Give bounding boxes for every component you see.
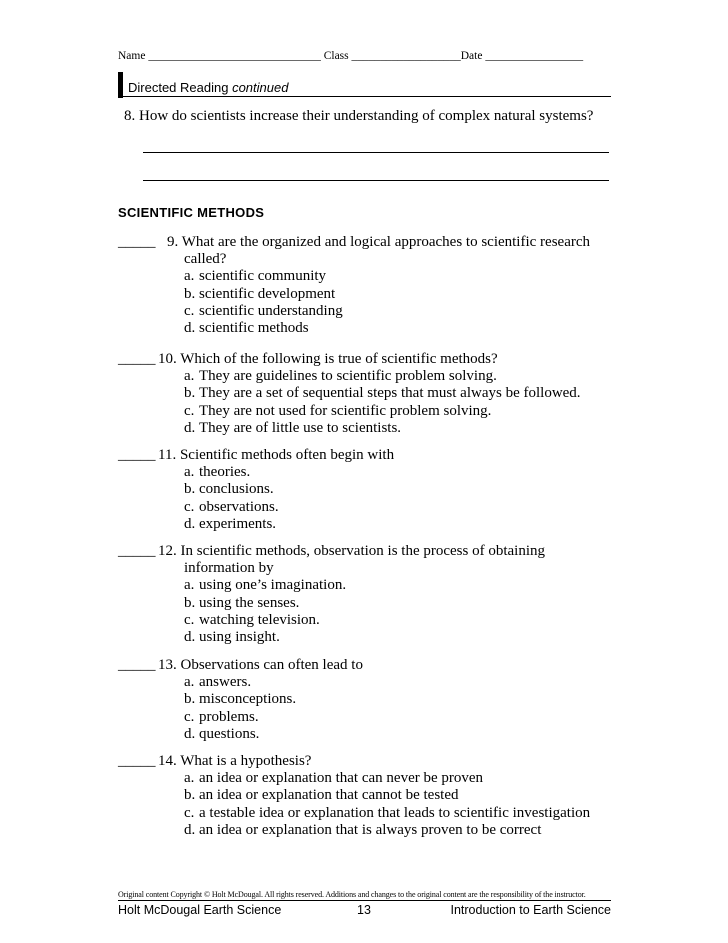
directed-reading-label [128, 80, 288, 95]
answer-option [118, 385, 618, 402]
answer-option [118, 726, 618, 743]
option-letter: a. [184, 770, 195, 787]
answer-option [118, 595, 618, 612]
option-letter: a. [184, 577, 195, 594]
option-letter: b. [184, 481, 196, 498]
answer-option [118, 368, 618, 385]
question-stem: 11. Scientific methods often begin with [158, 447, 395, 463]
option-text: misconceptions. [199, 691, 297, 708]
question-stem-row [118, 234, 618, 251]
question-stem-row [118, 447, 618, 464]
answer-option [118, 709, 618, 726]
option-letter: b. [184, 787, 196, 804]
page-number: 13 [357, 903, 371, 917]
footer-chapter: Introduction to Earth Science [450, 903, 611, 917]
answer-option [118, 303, 618, 320]
option-text: questions. [199, 725, 260, 742]
answer-option [118, 691, 618, 708]
continued-text: continued [232, 80, 289, 95]
answer-option [118, 420, 618, 437]
option-letter: d. [184, 419, 196, 436]
answer-blank[interactable]: _____ [118, 753, 156, 769]
footer-copyright: Original content Copyright © Holt McDougal. All rights reserved. Additions and changes to the original content are the responsibility of the instructor. [118, 890, 586, 899]
option-letter: d. [184, 725, 196, 742]
question-stem: 12. In scientific methods, observation is the process of obtaining [158, 543, 546, 559]
answer-option [118, 629, 618, 646]
option-text: experiments. [199, 515, 277, 532]
option-letter: b. [184, 691, 196, 708]
option-letter: d. [184, 515, 196, 532]
question-stem-row [118, 351, 618, 368]
option-letter: a. [184, 674, 195, 691]
option-text: using one’s imagination. [199, 577, 347, 594]
answer-option [118, 268, 618, 285]
answer-blank[interactable]: _____ [118, 543, 156, 559]
option-letter: c. [184, 498, 195, 515]
option-letter: d. [184, 628, 196, 645]
option-letter: b. [184, 594, 196, 611]
answer-option [118, 674, 618, 691]
answer-option [118, 286, 618, 303]
option-text: They are guidelines to scientific problem solving. [199, 368, 497, 385]
answer-option [118, 516, 618, 533]
option-text: theories. [199, 464, 251, 481]
question-stem-continued-row [118, 251, 618, 268]
option-text: a testable idea or explanation that leads to scientific investigation [199, 804, 591, 821]
option-letter: c. [184, 302, 195, 319]
option-text: They are not used for scientific problem solving. [199, 402, 492, 419]
section-bar-marker [118, 72, 123, 98]
option-text: an idea or explanation that can never be proven [199, 770, 484, 787]
answer-blank[interactable]: _____ [118, 234, 156, 250]
option-text: an idea or explanation that is always proven to be correct [199, 821, 542, 838]
answer-option [118, 577, 618, 594]
option-text: scientific development [199, 285, 336, 302]
option-text: answers. [199, 674, 252, 691]
question-stem: 14. What is a hypothesis? [158, 753, 312, 769]
option-letter: d. [184, 821, 196, 838]
footer-rule [118, 900, 611, 901]
question-14 [118, 753, 618, 839]
header-rule [123, 96, 611, 97]
question-stem-continued: information by [184, 560, 274, 577]
option-text: using insight. [199, 628, 280, 645]
answer-option [118, 320, 618, 337]
option-text: observations. [199, 498, 279, 515]
option-text: conclusions. [199, 481, 274, 498]
option-letter: c. [184, 708, 195, 725]
option-text: scientific methods [199, 319, 309, 336]
answer-option [118, 403, 618, 420]
answer-option [118, 822, 618, 839]
question-stem: 13. Observations can often lead to [158, 657, 363, 673]
question-stem-continued-row [118, 560, 618, 577]
question-stem-row [118, 753, 618, 770]
question-stem: 10. Which of the following is true of scientific methods? [158, 351, 498, 367]
section-title: SCIENTIFIC METHODS [118, 205, 265, 220]
answer-option [118, 464, 618, 481]
option-text: scientific understanding [199, 302, 343, 319]
option-text: an idea or explanation that cannot be tested [199, 787, 459, 804]
question-10 [118, 351, 618, 437]
directed-reading-text: Directed Reading [128, 80, 229, 95]
question-stem: 9. What are the organized and logical approaches to scientific research [167, 234, 591, 250]
option-letter: b. [184, 385, 196, 402]
question-stem-row [118, 657, 618, 674]
answer-option [118, 770, 618, 787]
option-letter: c. [184, 611, 195, 628]
option-letter: a. [184, 268, 195, 285]
option-text: problems. [199, 708, 259, 725]
answer-blank[interactable]: _____ [118, 447, 156, 463]
answer-line-2[interactable] [143, 180, 609, 181]
question-11 [118, 447, 618, 533]
option-text: scientific community [199, 268, 327, 285]
question-13 [118, 657, 618, 743]
option-letter: a. [184, 368, 195, 385]
answer-option [118, 805, 618, 822]
answer-option [118, 499, 618, 516]
option-text: using the senses. [199, 594, 300, 611]
answer-option [118, 612, 618, 629]
option-letter: c. [184, 804, 195, 821]
option-text: watching television. [199, 611, 320, 628]
answer-blank[interactable]: _____ [118, 351, 156, 367]
answer-option [118, 481, 618, 498]
question-stem-continued: called? [184, 251, 227, 268]
answer-option [118, 787, 618, 804]
answer-line-1[interactable] [143, 152, 609, 153]
question-stem-row [118, 543, 618, 560]
option-letter: a. [184, 464, 195, 481]
question-9 [118, 234, 618, 337]
option-text: They are of little use to scientists. [199, 419, 402, 436]
question-12 [118, 543, 618, 646]
question-8: 8. How do scientists increase their understanding of complex natural systems? [124, 108, 594, 124]
option-letter: b. [184, 285, 196, 302]
option-letter: c. [184, 402, 195, 419]
footer-publisher: Holt McDougal Earth Science [118, 903, 282, 917]
answer-blank[interactable]: _____ [118, 657, 156, 673]
option-letter: d. [184, 319, 196, 336]
option-text: They are a set of sequential steps that must always be followed. [199, 385, 581, 402]
name-class-date-line: Name ______________________________ Class ___________________Date _________________ [118, 50, 584, 62]
